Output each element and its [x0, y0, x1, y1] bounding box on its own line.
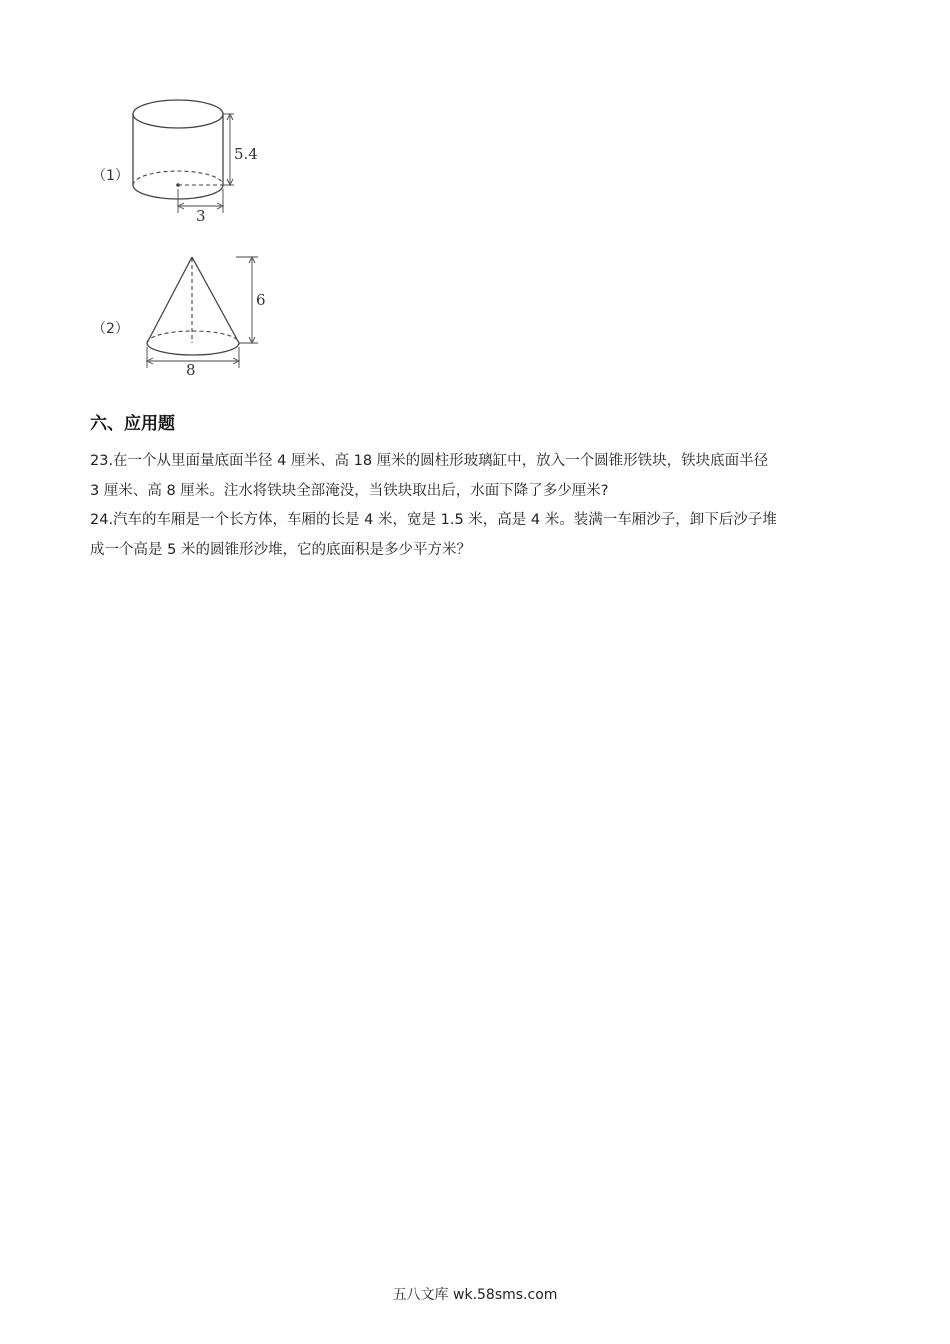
- cone-height-label: 6: [256, 291, 266, 309]
- problem-24: [90, 505, 860, 565]
- figure-2-label: （2）: [92, 321, 129, 337]
- problem-24-line-1: 24.汽车的车厢是一个长方体，车厢的长是 4 米，宽是 1.5 米，高是 4 米。装满一车厢沙子，卸下后沙子堆: [90, 512, 777, 528]
- cylinder-radius-label: 3: [196, 207, 206, 225]
- figure-cone: [90, 250, 290, 380]
- problem-23: [90, 446, 860, 506]
- cone-diameter-label: 8: [186, 361, 196, 379]
- problem-23-line-2: 3 厘米、高 8 厘米。注水将铁块全部淹没，当铁块取出后，水面下降了多少厘米?: [90, 483, 609, 499]
- page-footer: 五八文库 wk.58sms.com: [392, 1287, 558, 1303]
- cylinder-diagram: [130, 95, 310, 225]
- figure-1-label: （1）: [92, 168, 129, 184]
- figure-cylinder: [90, 95, 290, 225]
- section-title: 六、应用题: [90, 414, 175, 434]
- cone-diagram: [130, 250, 320, 380]
- problem-23-line-1: 23.在一个从里面量底面半径 4 厘米、高 18 厘米的圆柱形玻璃缸中，放入一个圆锥形铁块，铁块底面半径: [90, 453, 769, 469]
- cylinder-height-label: 5.4: [234, 145, 258, 163]
- problem-24-line-2: 成一个高是 5 米的圆锥形沙堆，它的底面积是多少平方米？: [90, 542, 471, 558]
